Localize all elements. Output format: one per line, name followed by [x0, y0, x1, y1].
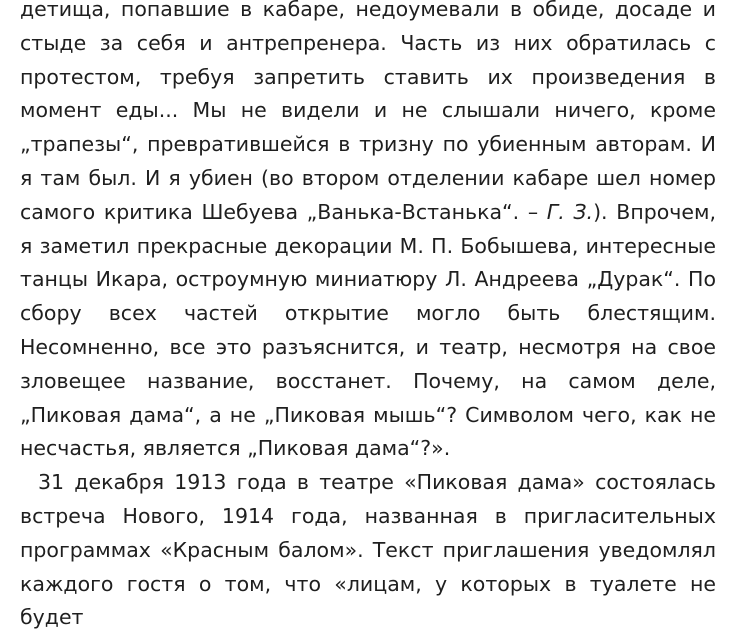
- document-page: [20, 0, 716, 635]
- paragraph-2: 31 декабря 1913 года в театре «Пиковая дама» состоялась встреча Нового, 1914 года, названная в пригласительных программах «Красным балом». Текст приглашения уведомлял каждого гостя о том, что «лицам, у которых в туалете не будет: [20, 470, 716, 630]
- paragraph-1-text-a: детища, попавшие в кабаре, недоумевали в обиде, досаде и стыде за себя и антрепренера. Часть из них обратилась с протестом, требуя запретить ставить их произведения в момент еды... Мы не видели и не слышали ничего, кроме „трапезы“, превратившейся в тризну по убиенным авторам. И я там был. И я убиен (во втором отделении кабаре шел номер самого критика Шебуева „Ванька-Встанька“. –: [20, 0, 716, 224]
- paragraph-1-italic-initials: Г. З.: [546, 199, 594, 224]
- paragraph-1-text-b: ). Впрочем, я заметил прекрасные декорации М. П. Бобышева, интересные танцы Икара, остроумную миниатюру Л. Андреева „Дурак“. По сбору всех частей открытие могло быть блестящим. Несомненно, все это разъяснится, и театр, несмотря на свое зловещее название, восстанет. Почему, на самом деле, „Пиковая дама“, а не „Пиковая мышь“? Символом чего, как не несчастья, является „Пиковая дама“?».: [20, 199, 716, 461]
- paragraph-1: [20, 0, 716, 466]
